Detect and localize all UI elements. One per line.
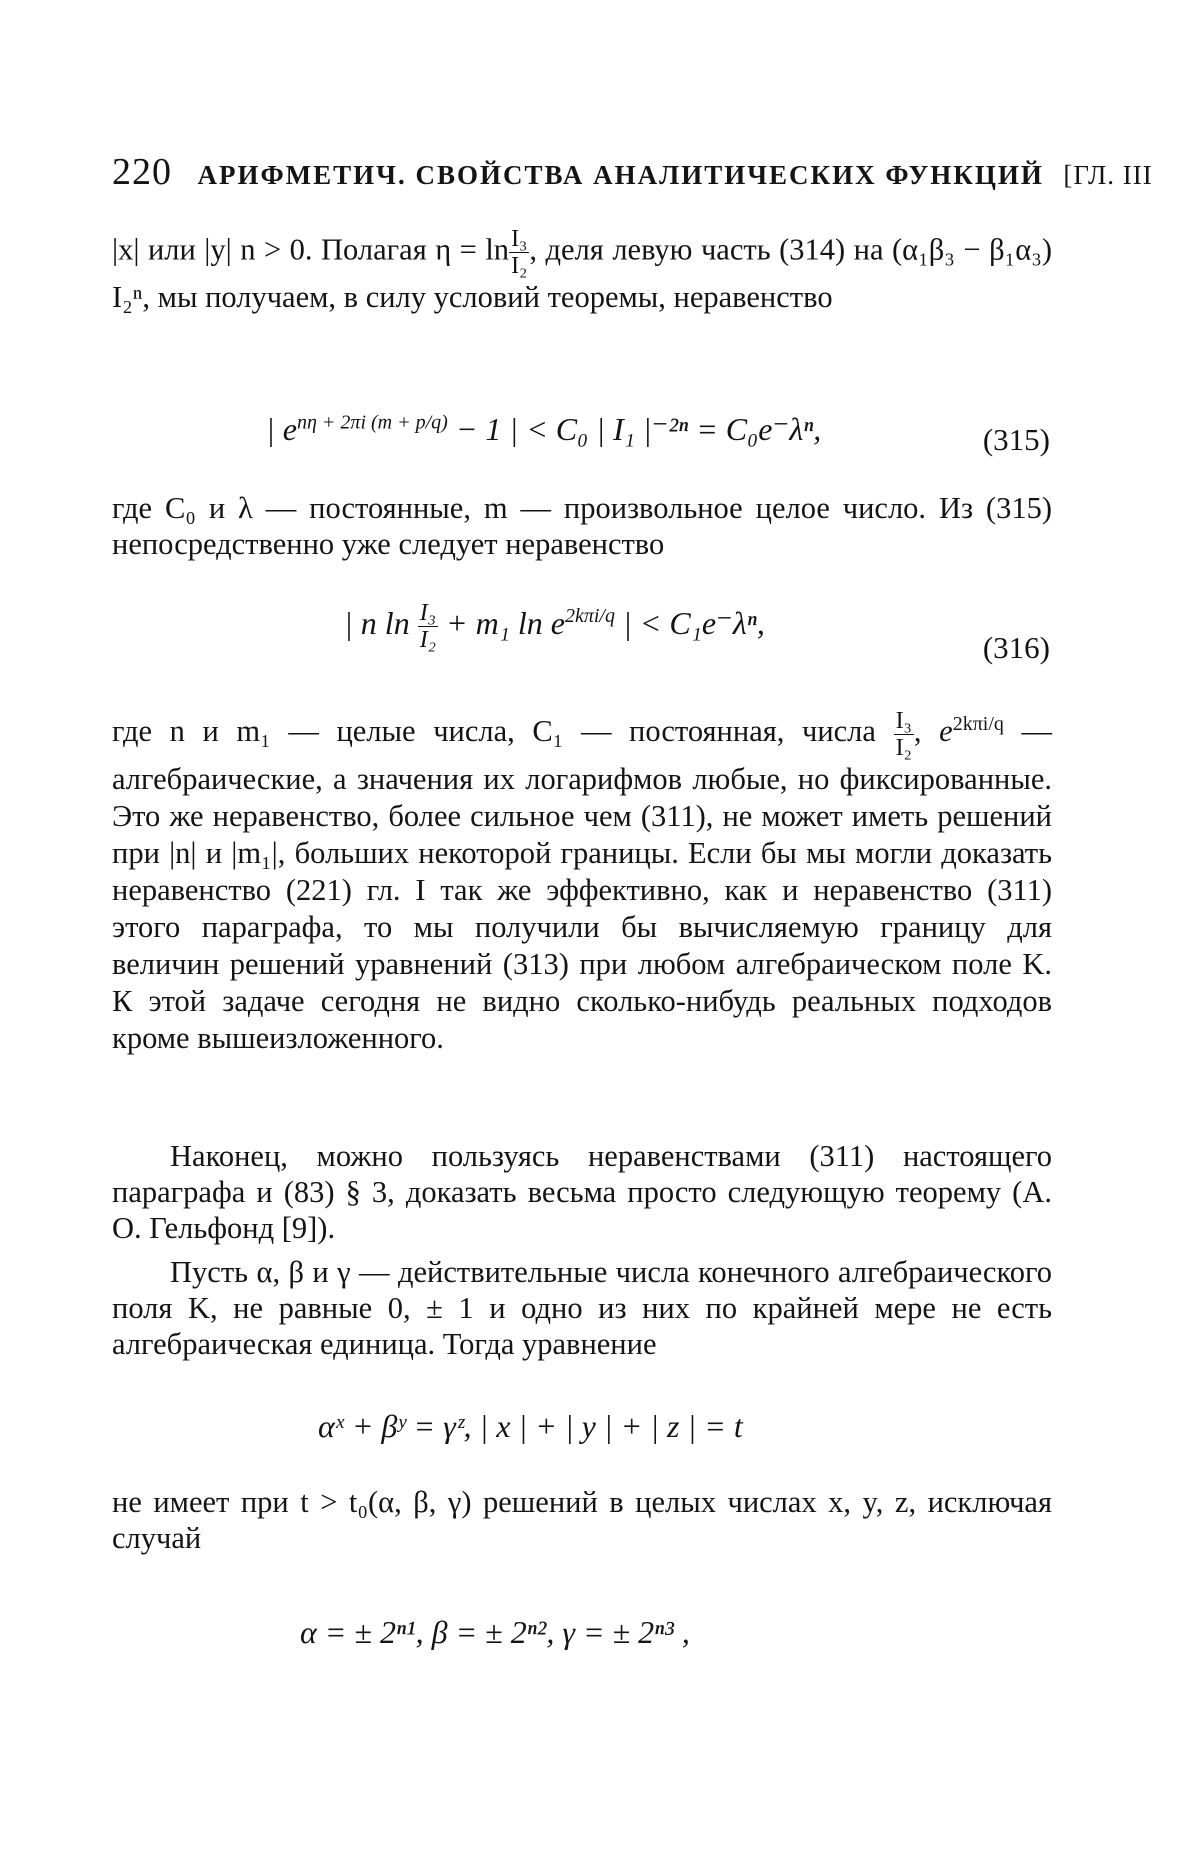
equation-315 [266,410,821,448]
eq315-base: | e [266,411,297,447]
eq315-exponent: nη + 2πi (m + p/q) [297,411,448,434]
running-header [112,150,1153,194]
paragraph-4 [112,1138,1052,1246]
paragraph-3: где n и m₁ — целые числа, C₁ — постоянная, числа $\frac{\text{I₃}}{\text{I₂}}$ , $e^{2k\pi i/q}$ — алгебраические, а значения их логарифмов любые, но фиксированные. Это же неравенство, более сильное чем (311), не может иметь решений при |n| и |m₁|, больших некоторой границы. Если бы мы могли доказать неравенство (221) гл. I так же эффективно, как и неравенство (311) этого параграфа, то мы получили бы вычисляемую границу для величин решений уравнений (313) при любом алгебраическом поле K. К этой задаче сегодня не видно сколько-нибудь реальных подходов кроме вышеизложенного. [112,707,1053,1055]
paragraph-5 [112,1254,1052,1362]
page-number: 220 [112,151,172,193]
p3-exp-power: 2kπi/q [952,713,1004,735]
eq315-rest: − 1 | < C₀ | I₁ |⁻²ⁿ = C₀e⁻λⁿ, [455,411,822,447]
equation-316 [344,600,765,653]
equation-label-315: (315) [982,422,1050,457]
paragraph-6: не имеет при t > t₀(α, β, γ) решений в целых числах x, y, z, исключая случай [112,1485,1052,1555]
eq316-frac-num: I₃ [419,600,437,626]
p3-frac-num: I₃ [895,707,912,734]
running-title: АРИФМЕТИЧ. СВОЙСТВА АНАЛИТИЧЕСКИХ ФУНКЦИЙ [197,160,1044,190]
paragraph-1 [112,226,1052,315]
p1-fraction [509,226,529,279]
eq316-exponent: 2kπi/q [564,605,615,628]
p1-text-b: , деля левую часть (314) на (α₁β₃ − β₁α₃) I₂ⁿ, мы получаем, в силу условий теоремы, неравенство [112,232,1052,314]
p3-text-a: где n и m₁ — целые числа, C₁ — постоянная, числа [112,714,876,749]
eq316-text-a: | n ln [344,604,410,641]
p3-frac-den: I₂ [895,734,912,761]
equation-label-316: (316) [982,630,1050,665]
equation-main: αˣ + βʸ = γᶻ, | x | + | y | + | z | = t [318,1408,743,1444]
paragraph-2: где C₀ и λ — постоянные, m — произвольное целое число. Из (315) непосредственно уже следует неравенство [112,491,1052,561]
eq316-text-b: + m₁ ln e [446,604,565,641]
p1-frac-den: I₂ [511,253,528,279]
p5-text: Пусть α, β и γ — действительные числа конечного алгебраического поля K, не равные 0, ± 1 и одно из них по крайней мере не есть алгебраическая единица. Тогда уравнение [112,1255,1052,1361]
eq316-frac-den: I₂ [419,627,437,653]
p4-text: Наконец, можно пользуясь неравенствами (311) настоящего параграфа и (83) § 3, доказать весьма просто следующую теорему (А. О. Гельфонд [9]). [112,1139,1052,1245]
chapter-label: [ГЛ. III [1063,160,1153,190]
eq316-text-c: | < C₁e⁻λⁿ, [622,604,765,641]
p1-frac-num: I₃ [511,226,528,252]
p1-text-a: |x| или |y| n > 0. Полагая η = ln [112,232,510,267]
eq316-fraction [418,600,438,653]
p3-exp-base: e [939,714,953,749]
equation-last: α = ± 2ⁿ¹, β = ± 2ⁿ², γ = ± 2ⁿ³ , [300,1614,690,1650]
p3-fraction [894,708,914,761]
p3-text-b: — алгебраические, а значения их логарифмов любые, но фиксированные. Это же неравенство, более сильное чем (311), не может иметь решений при |n| и |m₁|, больших некоторой границы. Если бы мы могли доказать неравенство (221) гл. I так же эффективно, как и неравенство (311) этого параграфа, то мы получили бы вычисляемую границу для величин решений уравнений (313) при любом алгебраическом поле K. К этой задаче сегодня не видно сколько-нибудь реальных подходов кроме вышеизложенного. [112,714,1053,1055]
